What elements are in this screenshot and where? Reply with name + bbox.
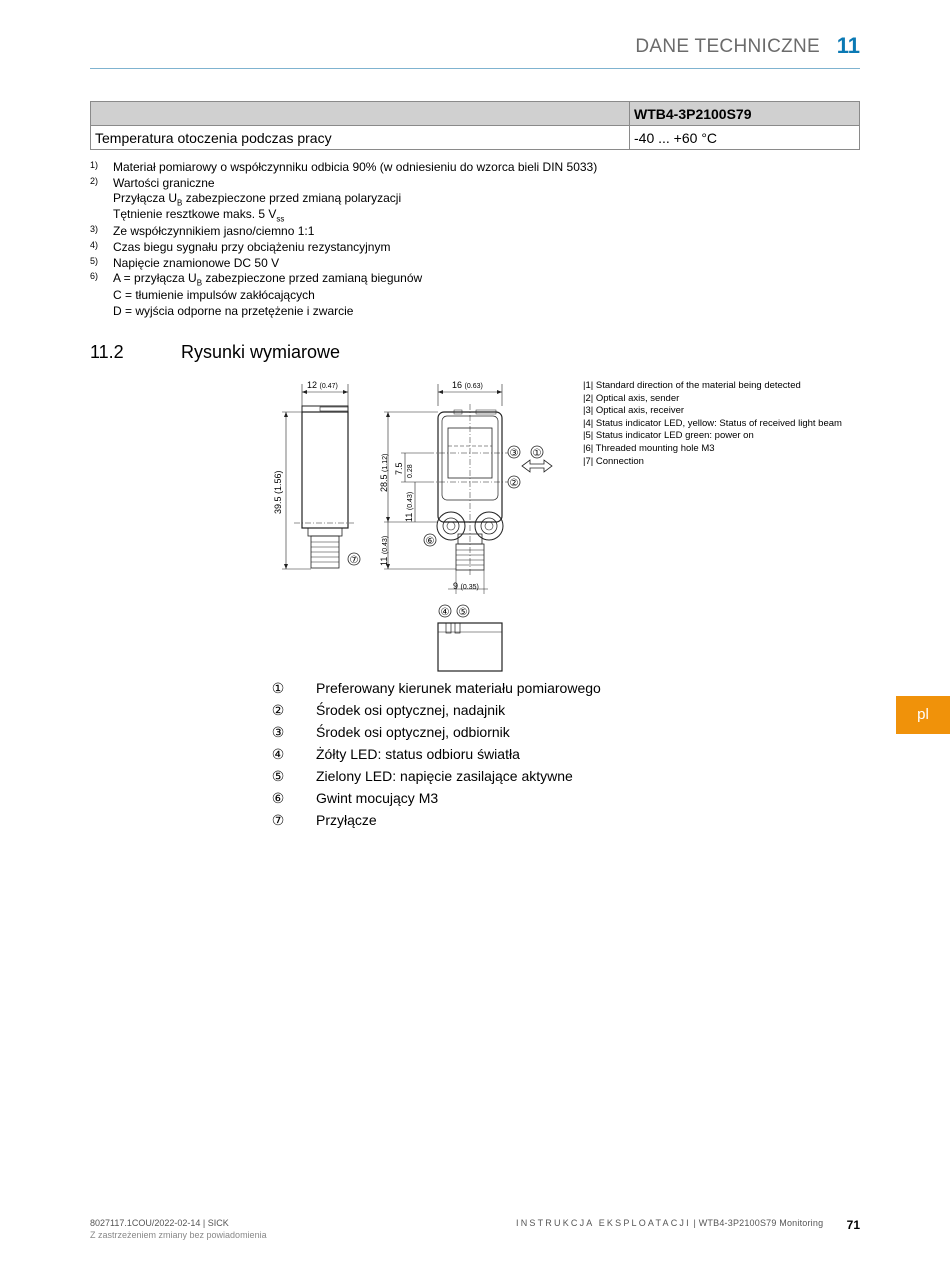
legend-number: ④ [271, 746, 285, 762]
footnote-text: D = wyjścia odporne na przetężenie i zwarcie [113, 304, 354, 318]
table-row [91, 126, 860, 150]
dim-height-body-inch: (1.12) [382, 453, 389, 472]
callout-6: ⑥ [425, 536, 435, 547]
language-tab: pl [896, 696, 950, 734]
legend-label: Gwint mocujący M3 [316, 790, 439, 806]
header-rule [90, 68, 860, 69]
legend-en-item: |3| Optical axis, receiver [583, 405, 685, 417]
footnote-text-part: zabezpieczone przed zamianą biegunów [202, 271, 423, 285]
footer-notice: Z zastrzeżeniem zmiany bez powiadomienia [90, 1230, 267, 1240]
footnote-mark: 2) [90, 176, 99, 186]
legend-number: ⑥ [271, 790, 285, 806]
page-number: 71 [846, 1218, 860, 1232]
callout-7: ⑦ [349, 555, 359, 566]
chapter-number: 11 [836, 33, 860, 58]
footnote-mark: 6) [90, 271, 99, 281]
footnote-text-part: A = przyłącza U [113, 271, 197, 285]
subscript: B [177, 198, 183, 208]
footnote-text: Wartości graniczne [113, 176, 215, 190]
footnote-text-part: zabezpieczone przed zmianą polaryzacji [182, 191, 402, 205]
svg-text:9 (0.35) [453, 581, 479, 591]
legend-number: ② [271, 702, 285, 718]
legend-number: ⑤ [271, 768, 285, 784]
dim-height-total-inch: (1.56) [273, 470, 283, 494]
footer-manual-product: | WTB4-3P2100S79 Monitoring [690, 1218, 824, 1228]
legend-number: ① [271, 680, 285, 696]
dim-side-width: 12 [307, 380, 318, 390]
legend-label: Środek osi optycznej, nadajnik [316, 702, 506, 718]
legend-number: ③ [271, 724, 285, 740]
legend-en-item: |4| Status indicator LED, yellow: Status of received light beam [583, 417, 842, 429]
footnote-mark: 3) [90, 224, 99, 234]
callout-1: ① [532, 448, 542, 459]
top-view [438, 605, 502, 671]
dim-height-total: 39.5 [273, 496, 283, 514]
callout-5: ⑤ [458, 607, 468, 618]
legend-number: ⑦ [271, 812, 285, 828]
dim-7-5-inch: 0.28 [407, 464, 414, 478]
legend-en-item: |2| Optical axis, sender [583, 392, 680, 404]
dimension-drawing [268, 376, 568, 676]
dim-11-lower: 11 [379, 556, 389, 566]
dim-side-width-inch: (0.47) [319, 383, 338, 390]
table-cell-label: Temperatura otoczenia podczas pracy [91, 126, 630, 150]
legend-en-item: |1| Standard direction of the material being detected [583, 380, 801, 391]
dim-7-5: 7.5 [394, 462, 404, 475]
callout-2: ② [509, 478, 519, 489]
footer-manual-title [516, 1218, 823, 1228]
section-number: 11.2 [90, 342, 124, 362]
legend-label: Przyłącze [316, 812, 377, 828]
section-title: Rysunki wymiarowe [181, 342, 341, 362]
footnote-text: C = tłumienie impulsów zakłócających [113, 288, 315, 302]
table-header-row [91, 102, 860, 126]
legend-en-item: |5| Status indicator LED green: power on [583, 430, 754, 442]
svg-text:12 (0.47) [307, 380, 338, 390]
table-header-cell [91, 102, 630, 126]
footnote-text: Ze współczynnikiem jasno/ciemno 1:1 [113, 224, 315, 238]
legend-en-item: |6| Threaded mounting hole M3 [583, 442, 715, 454]
table-header-cell: WTB4-3P2100S79 [630, 102, 860, 126]
svg-text:11 (0.43) [379, 536, 389, 566]
svg-text:39.5 (1.56) [273, 470, 283, 514]
subscript: ss [276, 214, 285, 224]
svg-text:11 (0.43) [404, 492, 414, 522]
footnote-text: Materiał pomiarowy o współczynniku odbicia 90% (w odniesieniu do wzorca bieli DIN 5033) [113, 160, 598, 174]
direction-arrow-icon [522, 460, 552, 472]
svg-text:28.5 (1.12) [379, 454, 389, 492]
legend-english [583, 380, 842, 468]
callout-3: ③ [509, 448, 519, 459]
dim-height-body: 28.5 [379, 474, 389, 492]
front-view [379, 380, 552, 594]
footnote-mark: 5) [90, 256, 99, 266]
dim-9-inch: (0.35) [460, 584, 479, 591]
spec-table [90, 101, 860, 150]
legend-label: Środek osi optycznej, odbiornik [316, 724, 510, 740]
footnote-text-part: Przyłącza U [113, 191, 178, 205]
footnote-text-part: Tętnienie resztkowe maks. 5 V [113, 207, 277, 221]
table-cell-value: -40 ... +60 °C [630, 126, 860, 150]
dim-front-width: 16 [452, 380, 463, 390]
dim-front-width-inch: (0.63) [464, 383, 483, 390]
footnote-text: Czas biegu sygnału przy obciążeniu rezystancyjnym [113, 240, 391, 254]
svg-text:16 (0.63) [452, 380, 483, 390]
legend-label: Zielony LED: napięcie zasilające aktywne [316, 768, 573, 784]
dim-11-upper: 11 [404, 512, 414, 522]
footer-doc-id: 8027117.1COU/2022-02-14 | SICK [90, 1218, 229, 1228]
footnote-text: Napięcie znamionowe DC 50 V [113, 256, 280, 270]
subscript: B [196, 278, 203, 288]
legend-label: Żółty LED: status odbioru światła [316, 746, 520, 762]
legend-en-item: |7| Connection [583, 455, 644, 467]
footnote-mark: 4) [90, 240, 99, 250]
page-header-title: DANE TECHNICZNE [635, 36, 820, 57]
callout-4: ④ [440, 607, 450, 618]
dim-11-upper-inch: (0.43) [407, 491, 414, 511]
dim-9: 9 [453, 581, 459, 591]
side-view [273, 380, 360, 569]
legend-label: Preferowany kierunek materiału pomiarowego [316, 680, 601, 696]
dim-11-lower-inch: (0.43) [382, 535, 389, 555]
footer-manual-label: INSTRUKCJA EKSPLOATACJI [516, 1218, 691, 1228]
footnote-mark: 1) [90, 160, 99, 170]
